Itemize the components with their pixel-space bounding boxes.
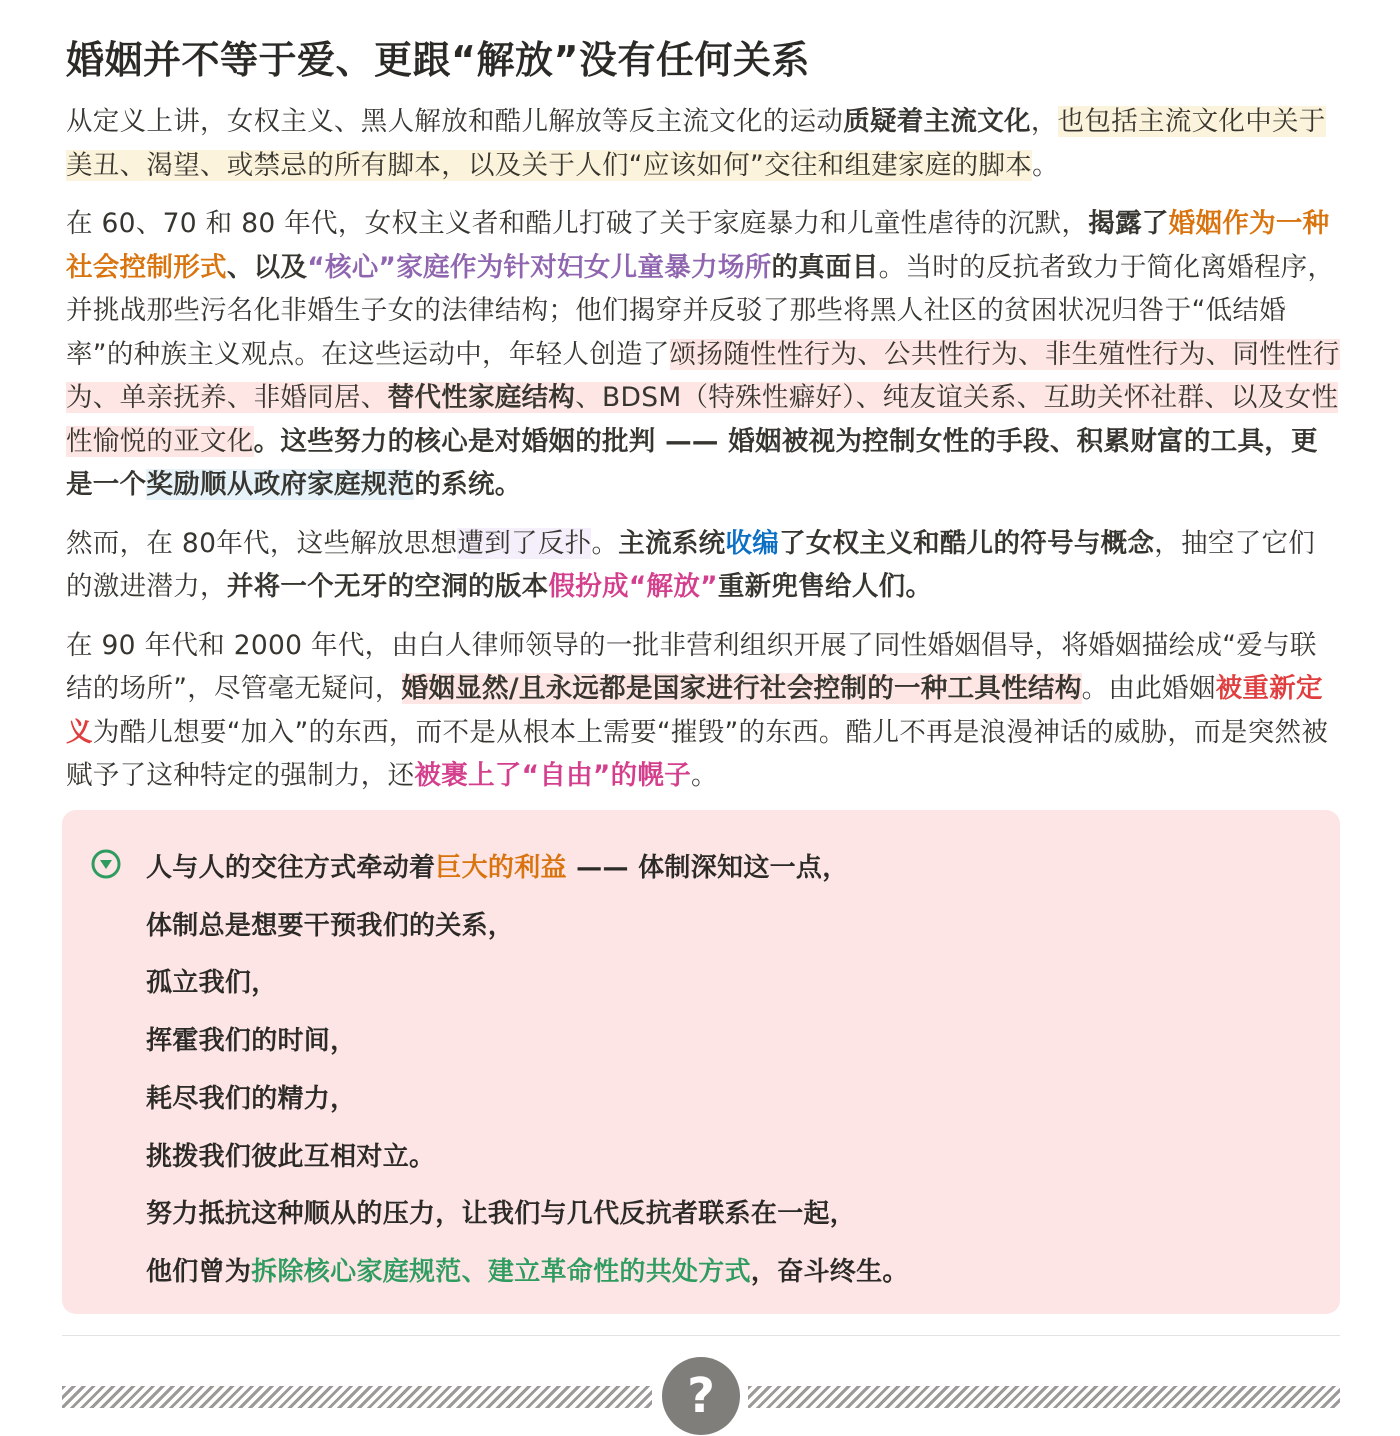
callout-line: 挥霍我们的时间，	[146, 1026, 357, 1057]
text-span: ，抽空了它们的激进潜力，	[66, 527, 1316, 602]
decorative-stripe-left	[62, 1386, 652, 1408]
text-span: 他们曾为	[146, 1256, 252, 1287]
decorative-stripe-right	[748, 1386, 1340, 1408]
text-span: 。	[691, 760, 718, 791]
text-span: 、BDSM（特殊性癖好）、纯友谊关系、互助关怀社群、以及女性性愉悦的亚文化	[66, 382, 1339, 457]
text-span: 。当时的反抗者致力于简化离婚程序，并挑战那些污名化非婚生子女的法律结构；他们揭穿并反驳了那些将黑人社区的贫困状况归咎于“低结婚率”的种族主义观点。在这些运动中，年轻人创造了	[66, 251, 1335, 370]
text-span: ，奋斗终生。	[750, 1256, 909, 1287]
text-span: 在 90 年代和 2000 年代，由白人律师领导的一批非营利组织开展了同性婚姻倡导，将婚姻描绘成“爱与联结的场所”，尽管毫无疑问，	[66, 629, 1317, 704]
text-span: 。	[591, 527, 619, 559]
callout-line: 孤立我们，	[146, 968, 278, 999]
highlight-purple: 遭到了反扑	[457, 527, 592, 559]
blue-text: 收编	[725, 527, 780, 559]
highlight-blue: 奖励顺从政府家庭规范	[146, 469, 415, 500]
paragraph-80s-backlash	[66, 522, 1340, 609]
text-span: ，	[1030, 106, 1058, 137]
paragraph-90s-2000s	[66, 624, 1340, 798]
text-span: 在 60、70 和 80 年代，女权主义者和酷儿打破了关于家庭暴力和儿童性虐待的沉默，	[66, 208, 1089, 239]
bold-text: 并将一个无牙的空洞的版本	[226, 571, 549, 602]
paragraph-definition	[66, 100, 1340, 187]
text-span: 。由此婚姻	[1081, 673, 1216, 704]
bold-text: 。这些努力的核心是对婚姻的批判 —— 婚姻被视为控制女性的手段、积累财富的工具，更是一个	[66, 425, 1318, 500]
page-title: 婚姻并不等于爱、更跟“解放”没有任何关系	[66, 38, 810, 82]
purple-text: “核心”家庭作为针对妇女儿童暴力场所	[307, 251, 772, 283]
divider	[62, 1335, 1340, 1336]
bold-text: 主流系统	[618, 527, 726, 559]
bold-text: 质疑着主流文化	[843, 106, 1031, 137]
red-text: 被重新定义	[66, 673, 1323, 748]
orange-text: 巨大的利益	[435, 853, 567, 883]
callout-text	[146, 840, 1306, 1302]
triangle-down-circle-icon[interactable]	[90, 848, 122, 880]
bold-text: 替代性家庭结构	[387, 382, 576, 413]
callout-line: 耗尽我们的精力，	[146, 1083, 357, 1114]
text-span: —— 体制深知这一点，	[566, 853, 849, 883]
question-mark-icon	[661, 1356, 741, 1436]
bold-text: 、以及	[226, 251, 308, 283]
callout-line	[146, 840, 1306, 898]
text-span: 为酷儿想要“加入”的东西，而不是从根本上需要“摧毁”的东西。酷儿不再是浪漫神话的威胁，而是突然被赋予了这种特定的强制力，还	[66, 716, 1329, 791]
text-span: 从定义上讲，女权主义、黑人解放和酷儿解放等反主流文化的运动	[66, 106, 844, 137]
question-mark-glyph: ?	[687, 1368, 715, 1424]
callout-line: 体制总是想要干预我们的关系，	[146, 910, 515, 941]
highlight-red: 婚姻显然/且永远都是国家进行社会控制的一种工具性结构	[401, 673, 1082, 704]
bold-text: 重新兜售给人们。	[717, 571, 933, 602]
paragraph-60s-80s	[66, 202, 1340, 507]
bold-text: 的系统。	[414, 469, 522, 500]
pink-text: 假扮成“解放”	[548, 571, 718, 602]
callout-box	[62, 810, 1340, 1314]
text-span: 然而，在 80年代，这些解放思想	[66, 527, 458, 559]
pink-text: 被裹上了“自由”的幌子	[414, 760, 692, 791]
text-span: 人与人的交往方式牵动着	[146, 853, 436, 883]
bold-text: 的真面目	[771, 251, 879, 283]
article	[66, 30, 1340, 813]
orange-text: 婚姻作为一种社会控制形式	[66, 208, 1330, 283]
bold-text: 揭露了	[1088, 208, 1169, 239]
callout-line	[146, 1244, 1306, 1302]
green-text: 拆除核心家庭规范、建立革命性的共处方式	[251, 1256, 751, 1287]
callout-line: 努力抵抗这种顺从的压力，让我们与几代反抗者联系在一起，	[146, 1199, 857, 1230]
text-span: 。	[1032, 149, 1059, 181]
bold-text: 了女权主义和酷儿的符号与概念	[779, 527, 1155, 559]
text-span: 颂扬随性性行为、公共性行为、非生殖性行为、同性性行为、单亲抚养、非婚同居、	[66, 338, 1340, 413]
callout-line: 挑拨我们彼此互相对立。	[146, 1141, 436, 1172]
highlight-yellow: 也包括主流文化中关于美丑、渴望、或禁忌的所有脚本，以及关于人们“应该如何”交往和组建家庭的脚本	[66, 106, 1326, 181]
